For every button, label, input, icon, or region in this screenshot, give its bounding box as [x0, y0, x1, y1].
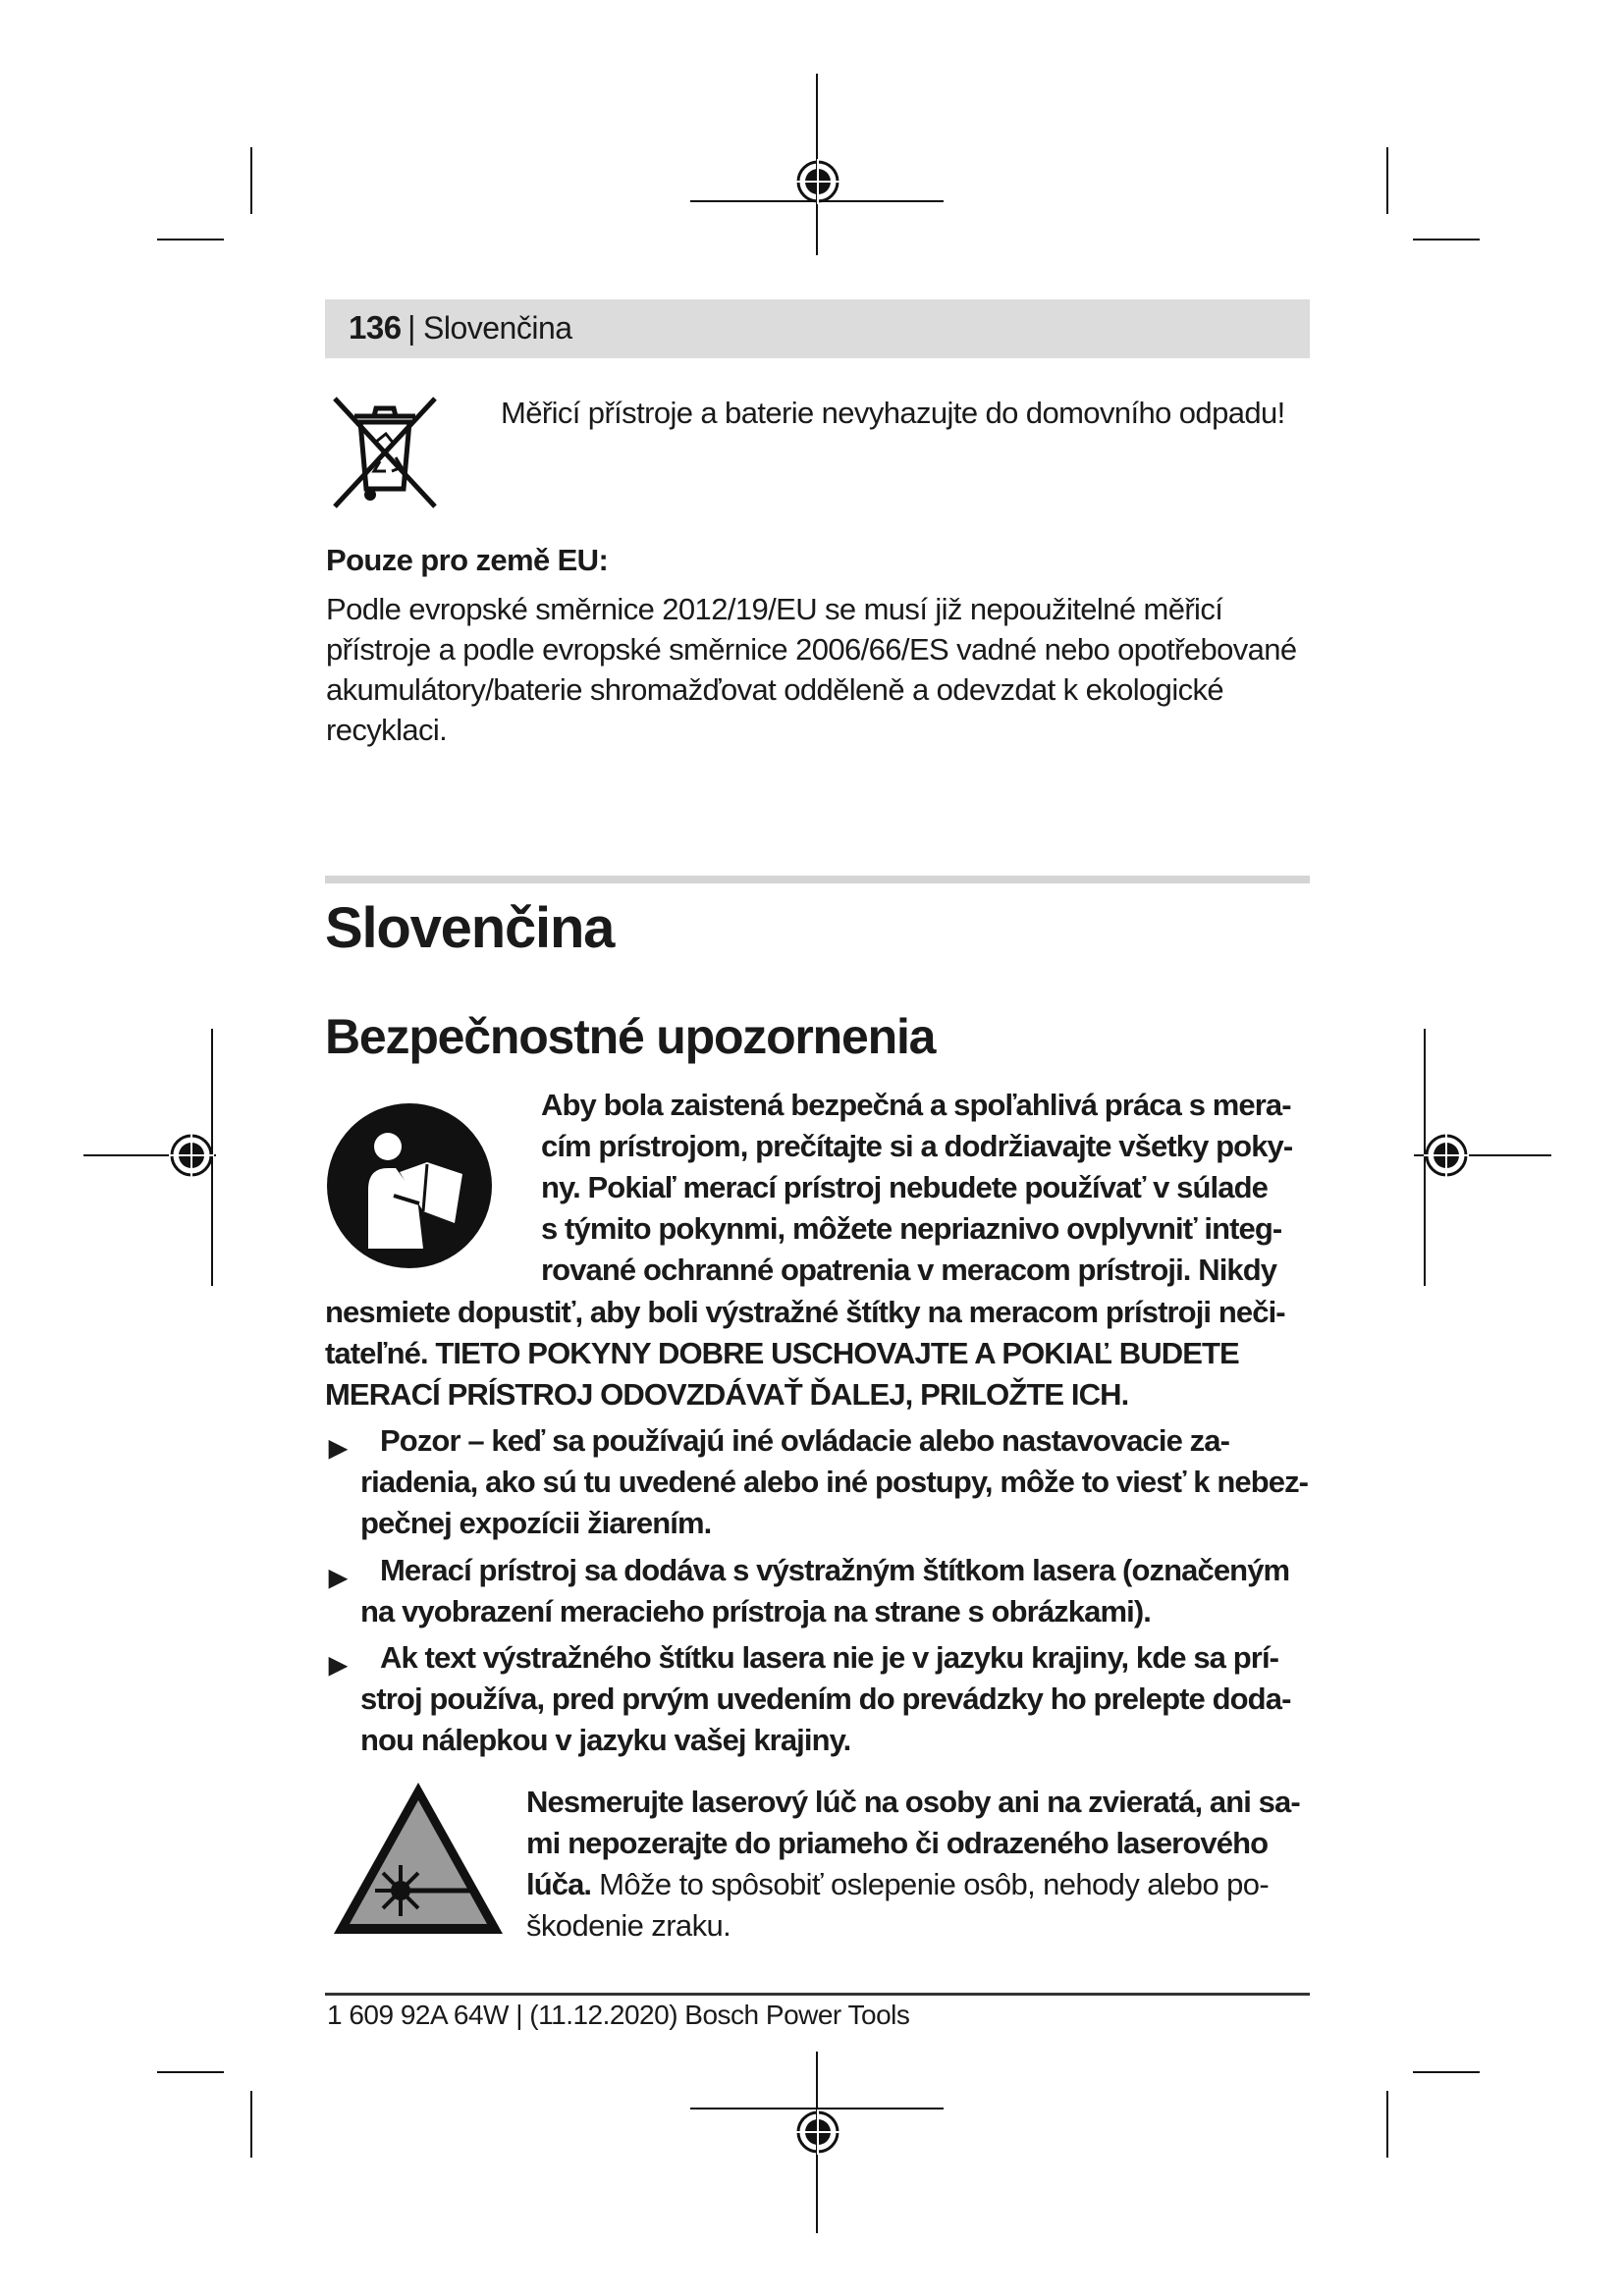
registration-mark-icon [1420, 1129, 1473, 1182]
bullet-line: pečnej expozícii žiarením. [360, 1506, 712, 1540]
safety-line: MERACÍ PRÍSTROJ ODOVZDÁVAŤ ĎALEJ, PRILOŽTE ICH. [325, 1377, 1129, 1412]
safety-line: Aby bola zaistená bezpečná a spoľahlivá práca s mera- [541, 1088, 1291, 1122]
footer-divider [325, 1993, 1310, 1996]
registration-mark-icon [165, 1129, 218, 1182]
list-item [325, 1637, 1317, 1761]
eu-line: akumulátory/baterie shromažďovat odděleně a odevzdat k ekologické [326, 672, 1224, 707]
laser-bold-fragment: lúča. [526, 1867, 592, 1901]
bullet-line: nou nálepkou v jazyku vašej krajiny. [360, 1723, 851, 1757]
safety-line: rované ochranné opatrenia v meracom prístroji. Nikdy [541, 1253, 1277, 1287]
page-number: 136 [349, 309, 402, 346]
eu-heading: Pouze pro země EU: [326, 543, 609, 577]
laser-line [526, 1864, 1312, 1905]
crossed-out-wheelie-bin-icon [327, 393, 443, 512]
footer-text: 1 609 92A 64W | (11.12.2020) Bosch Power Tools [327, 2000, 910, 2030]
bullet-marker-icon: ▶ [329, 1652, 347, 1679]
bullet-line: Pozor – keď sa používajú iné ovládacie alebo nastavovacie za- [380, 1423, 1230, 1458]
safety-line: tateľné. TIETO POKYNY DOBRE USCHOVAJTE A POKIAĽ BUDETE [325, 1336, 1239, 1370]
list-item [325, 1550, 1317, 1632]
laser-line: Nesmerujte laserový lúč na osoby ani na zvieratá, ani sa- [526, 1785, 1300, 1819]
laser-line: škodenie zraku. [526, 1908, 731, 1943]
bullet-line: Ak text výstražného štítku lasera nie je v jazyku krajiny, kde sa prí- [380, 1640, 1279, 1675]
laser-normal-fragment: Môže to spôsobiť oslepenie osôb, nehody alebo po- [591, 1867, 1270, 1901]
eu-line: Podle evropské směrnice 2012/19/EU se musí již nepoužitelné měřicí [326, 592, 1223, 626]
safety-line: s týmito pokynmi, môžete nepriaznivo ovplyvniť integ- [541, 1211, 1282, 1246]
subsection-title: Bezpečnostné upozornenia [325, 1009, 936, 1064]
bullet-line: stroj používa, pred prvým uvedením do prevádzky ho prelepte doda- [360, 1682, 1291, 1716]
safety-line: cím prístrojom, prečítajte si a dodržiavajte všetky poky- [541, 1129, 1293, 1163]
registration-mark-icon [791, 2106, 844, 2159]
safety-line: nesmiete dopustiť, aby boli výstražné štítky na meracom prístroji neči- [325, 1295, 1285, 1329]
page-header [325, 299, 1310, 358]
bullet-marker-icon: ▶ [329, 1435, 347, 1462]
header-language: Slovenčina [423, 310, 572, 346]
laser-line: mi nepozerajte do priameho či odrazeného laserového [526, 1826, 1269, 1860]
registration-mark-icon [791, 155, 844, 208]
safety-line: ny. Pokiaľ merací prístroj nebudete používať v súlade [541, 1170, 1268, 1204]
eu-paragraph [326, 589, 1313, 750]
bullet-line: Merací prístroj sa dodáva s výstražným štítkom lasera (označeným [380, 1553, 1290, 1587]
safety-intro-continued [325, 1292, 1317, 1415]
section-title: Slovenčina [325, 896, 615, 960]
bullet-line: riadenia, ako sú tu uvedené alebo iné postupy, môže to viesť k nebez- [360, 1465, 1309, 1499]
laser-warning-icon [330, 1777, 507, 1939]
safety-intro [541, 1085, 1317, 1291]
header-separator: | [407, 309, 416, 346]
eu-line: přístroje a podle evropské směrnice 2006/66/ES vadné nebo opotřebované [326, 632, 1297, 667]
list-item [325, 1420, 1317, 1544]
read-manual-icon [325, 1101, 494, 1270]
laser-warning [526, 1782, 1312, 1947]
bullet-line: na vyobrazení meracieho prístroja na strane s obrázkami). [360, 1594, 1151, 1629]
disposal-notice: Měřicí přístroje a baterie nevyhazujte do domovního odpadu! [501, 396, 1285, 430]
bullet-marker-icon: ▶ [329, 1565, 347, 1591]
eu-line: recyklaci. [326, 713, 448, 747]
section-divider [325, 876, 1310, 883]
